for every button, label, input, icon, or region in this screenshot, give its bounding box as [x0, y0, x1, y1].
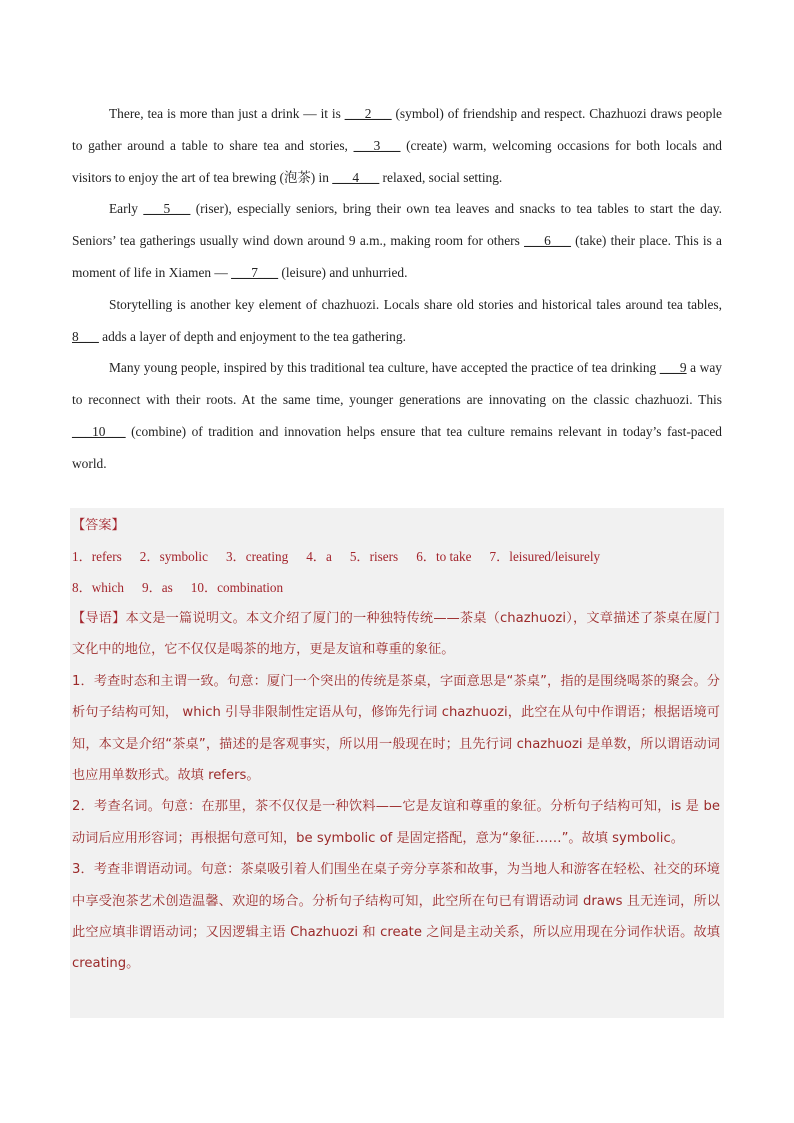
blank-8: 8___: [72, 328, 99, 344]
answer-item: 9．as: [142, 580, 173, 595]
text: (leisure) and unhurried.: [278, 264, 408, 280]
text: relaxed, social setting.: [379, 169, 503, 185]
blank-4: ___4___: [332, 169, 380, 185]
text: (create) warm, welcoming occasions for both locals and visitors to enjoy the art of tea brewing (泡茶) in: [72, 137, 722, 185]
text: adds a layer of depth and enjoyment to the tea gathering.: [98, 328, 406, 344]
blank-2: ___2___: [344, 106, 392, 121]
text: (take) their place. This is a moment of life in Xiamen —: [72, 233, 723, 280]
text: a way to reconnect with their roots. At the same time, younger generations are innovating on the classic chazhuozi. This: [72, 360, 722, 408]
answers-row-2: [72, 572, 720, 603]
answer-item: 3．creating: [225, 549, 289, 564]
text: (combine) of tradition and innovation helps ensure that tea culture remains relevant in today’s fast-paced world.: [72, 423, 722, 471]
cloze-passage: [72, 98, 722, 480]
guide-paragraph: [72, 603, 720, 666]
text: (symbol) of friendship and respect. Chazhuozi draws people to gather around a table to share tea and stories,: [72, 106, 722, 153]
guide-block: [72, 603, 720, 980]
explanation-3: 3．考查非谓语动词。句意：茶桌吸引着人们围坐在桌子旁分享茶和故事，为当地人和游客在轻松、社交的环境中享受泡茶艺术创造温馨、欢迎的场合。分析句子结构可知，此空所在句已有谓语动词 draws 且无连词，所以此空应填非谓语动词；又因逻辑主语 Chazhuozi 和 create 之间是主动关系，所以应用现在分词作状语。故填 creating。: [72, 862, 720, 972]
text: Early: [109, 201, 144, 217]
blank-3: ___3___: [353, 137, 401, 153]
guide-label: 【导语】: [72, 611, 126, 626]
paragraph-2: [72, 193, 722, 288]
answer-item: 6．to take: [416, 549, 472, 564]
text: (riser), especially seniors, bring their own tea leaves and snacks to tea tables to start the day. Seniors’ tea gatherings usually wind down around 9 a.m., making room for others: [72, 201, 722, 249]
answer-section: [70, 508, 724, 1018]
paragraph-3: [72, 289, 722, 353]
blank-5: ___5___: [143, 201, 191, 217]
answer-item: 8．which: [72, 580, 125, 595]
answer-item: 7．leisured/leisurely: [489, 549, 601, 564]
answer-item: 5．risers: [349, 549, 399, 564]
guide-text: 本文是一篇说明文。本文介绍了厦门的一种独特传统——茶桌（chazhuozi），文章描述了茶桌在厦门文化中的地位，它不仅仅是喝茶的地方，更是友谊和尊重的象征。: [72, 611, 720, 658]
answer-item: 4．a: [306, 549, 332, 564]
explanation-2: 2．考查名词。句意：在那里，茶不仅仅是一种饮料——它是友谊和尊重的象征。分析句子结构可知，is 是 be 动词后应用形容词；再根据句意可知，be symbolic of 是固定搭配，意为“象征……”。故填 symbolic。: [72, 799, 720, 846]
blank-7: ___7___: [231, 264, 279, 280]
explanation-1: 1．考查时态和主谓一致。句意：厦门一个突出的传统是茶桌，字面意思是“茶桌”，指的是围绕喝茶的聚会。分析句子结构可知， which 引导非限制性定语从句，修饰先行词 chazhuozi，此空在从句中作谓语；根据语境可知，本文是介绍“茶桌”，描述的是客观事实，所以用一般现在时；且先行词 chazhuozi 是单数，所以谓语动词也应用单数形式。故填 refers。: [72, 673, 720, 784]
blank-10: ___10___: [72, 423, 126, 439]
text: Storytelling is another key element of chazhuozi. Locals share old stories and historical tales around tea tables,: [109, 296, 722, 312]
answer-item: 10．combination: [190, 580, 284, 595]
text: Many young people, inspired by this traditional tea culture, have accepted the practice of tea drinking: [109, 360, 660, 376]
blank-6: ___6___: [524, 233, 571, 249]
answer-heading: 【答案】: [72, 518, 125, 533]
answers-row-1: [72, 541, 720, 572]
paragraph-4: [72, 352, 722, 479]
answer-item: 2．symbolic: [139, 549, 208, 564]
answer-item: 1．refers: [72, 549, 122, 564]
paragraph-1: [72, 98, 722, 193]
text: There, tea is more than just a drink — it is: [109, 106, 345, 121]
blank-9: ___9: [659, 360, 687, 376]
